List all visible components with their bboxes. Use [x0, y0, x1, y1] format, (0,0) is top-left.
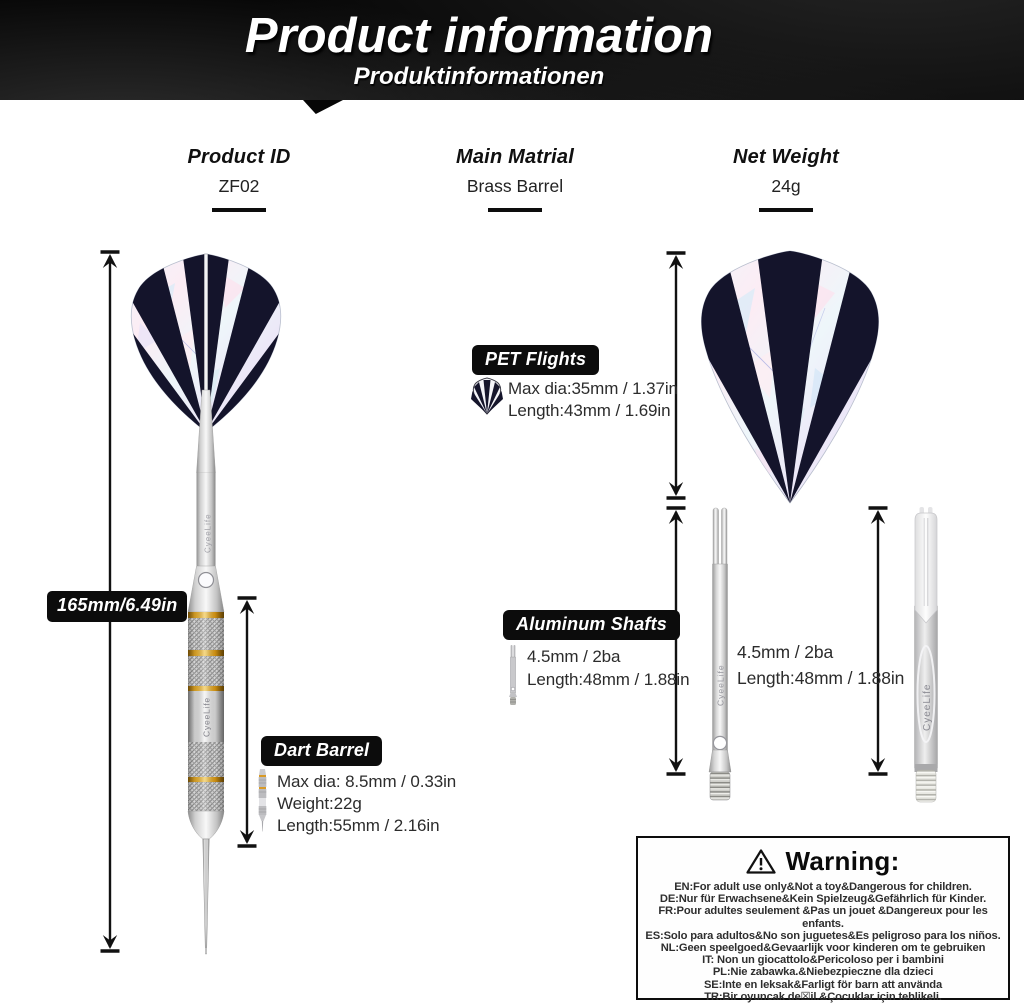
spec-line: Length:48mm / 1.88in: [737, 667, 905, 688]
barrel-icon: [256, 769, 269, 832]
warning-title-row: [638, 846, 1008, 877]
spec-underline: [212, 208, 266, 212]
warning-title: Warning:: [785, 846, 900, 876]
dart-shaft: [188, 390, 224, 612]
aluminum-shafts-specs: [527, 645, 689, 691]
brand-text: CyeeLife: [715, 664, 726, 706]
page-title: Product information: [244, 9, 714, 63]
pet-flights-callout: [472, 345, 599, 375]
spec-column-product-id: [129, 146, 349, 212]
flight-image: [685, 248, 895, 506]
flight-icon: [470, 377, 504, 415]
banner-notch: [303, 100, 343, 114]
spec-line: Weight:22g: [277, 794, 362, 813]
spec-underline: [759, 208, 813, 212]
spec-label: Main Matrial: [456, 146, 574, 168]
spec-value: Brass Barrel: [466, 176, 564, 196]
pet-flights-specs: [508, 378, 678, 421]
spec-line: Length:48mm / 1.88in: [527, 670, 690, 689]
spec-line: Length:43mm / 1.69in: [508, 400, 671, 420]
spec-line: 4.5mm / 2ba: [737, 642, 834, 662]
spec-underline: [488, 208, 542, 212]
spec-column-main-material: [405, 146, 625, 212]
brand-text: CyeeLife: [201, 697, 212, 737]
warning-icon: [746, 848, 776, 875]
warning-line: NL:Geen speelgoed&Gevaarlijk voor kinderen om te gebruiken: [660, 942, 986, 955]
spec-value: ZF02: [218, 176, 260, 196]
warning-line: SE:Inte en leksak&Farligt för barn att använda: [703, 978, 943, 991]
warning-box: [636, 836, 1010, 1003]
dart-barrel-callout: [261, 736, 382, 766]
dart-length-badge: 165mm/6.49in: [47, 591, 187, 622]
warning-line: ES:Solo para adultos&No son juguetes&Es peligroso para los niños.: [645, 929, 1001, 942]
spec-label: Product ID: [187, 146, 291, 168]
page-subtitle: Produktinformationen: [353, 63, 605, 90]
warning-lines: [638, 881, 1008, 1003]
spec-line: Max dia: 8.5mm / 0.33in: [277, 772, 457, 791]
aluminum-shafts-callout: [503, 610, 680, 640]
banner-text: [0, 0, 991, 90]
spec-line: 4.5mm / 2ba: [527, 647, 621, 666]
pet-flights-badge: PET Flights: [472, 345, 599, 375]
dart-barrel-specs: [277, 771, 456, 837]
spec-label: Net Weight: [732, 146, 840, 168]
dart-barrel-badge: Dart Barrel: [261, 736, 382, 766]
dart-barrel: [188, 612, 224, 839]
aluminum-shafts-badge: Aluminum Shafts: [503, 610, 680, 640]
brand-text: CyeeLife: [203, 513, 213, 553]
shaft-icon: [508, 645, 518, 705]
warning-line: DE:Nur für Erwachsene&Kein Spielzeug&Gefährlich für Kinder.: [659, 893, 987, 906]
dart-point: [203, 839, 209, 954]
shaft-image-aluminum: [698, 506, 742, 802]
spec-line: Length:55mm / 2.16in: [277, 816, 440, 835]
spec-line: Max dia:35mm / 1.37in: [508, 379, 678, 398]
brand-text: CyeeLife: [922, 683, 933, 731]
warning-line: PL:Nie zabawka.&Niebezpieczne dla dzieci: [712, 966, 934, 979]
warning-line: IT: Non un giocattolo&Pericoloso per i bambini: [702, 954, 944, 967]
warning-line: TR:Bir oyuncak de☒il.&Çocuklar için tehlikeli.: [704, 990, 942, 1003]
shaft-length-arrow-left: [664, 506, 688, 776]
flight-length-arrow: [664, 251, 688, 500]
spec-value: 24g: [771, 176, 801, 196]
warning-line: EN:For adult use only&Not a toy&Dangerous for children.: [674, 881, 972, 893]
shaft-dimensions-text: [737, 640, 904, 691]
banner: [0, 0, 1024, 100]
shaft-image-spare: [906, 506, 946, 806]
warning-line: FR:Pour adultes seulement &Pas un jouet &Dangereux pour les enfants.: [658, 905, 988, 930]
spec-column-net-weight: [676, 146, 896, 212]
